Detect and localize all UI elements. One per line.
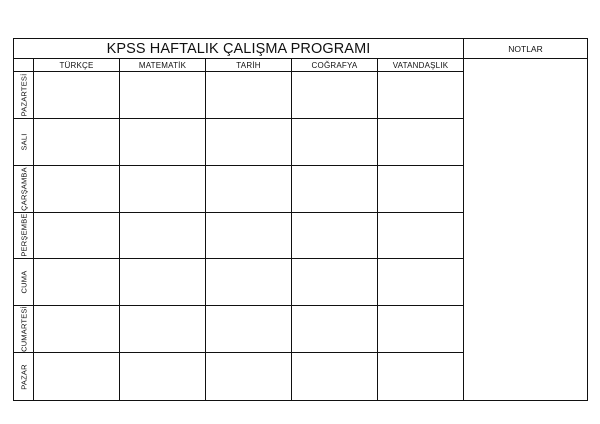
schedule-cell[interactable] — [378, 72, 464, 119]
schedule-cell[interactable] — [120, 72, 206, 119]
subject-header-turkce: TÜRKÇE — [34, 59, 120, 72]
subject-header-cografya: COĞRAFYA — [292, 59, 378, 72]
schedule-cell[interactable] — [378, 259, 464, 306]
day-text: ÇARŞAMBA — [19, 166, 28, 211]
day-label-sali — [14, 119, 34, 166]
day-text: CUMARTESİ — [19, 306, 28, 353]
schedule-cell[interactable] — [34, 353, 120, 400]
schedule-cell[interactable] — [292, 306, 378, 353]
schedule-cell[interactable] — [34, 119, 120, 166]
subject-header-vatandaslik: VATANDAŞLIK — [378, 59, 464, 72]
schedule-cell[interactable] — [206, 306, 292, 353]
subject-header-matematik: MATEMATİK — [120, 59, 206, 72]
schedule-cell[interactable] — [120, 119, 206, 166]
schedule-cell[interactable] — [378, 306, 464, 353]
schedule-cell[interactable] — [34, 72, 120, 119]
day-text: CUMA — [19, 270, 28, 294]
page-title: KPSS HAFTALIK ÇALIŞMA PROGRAMI — [14, 39, 464, 59]
schedule-cell[interactable] — [206, 353, 292, 400]
schedule-cell[interactable] — [292, 119, 378, 166]
schedule-cell[interactable] — [206, 213, 292, 260]
schedule-cell[interactable] — [120, 353, 206, 400]
schedule-cell[interactable] — [34, 306, 120, 353]
schedule-cell[interactable] — [206, 119, 292, 166]
schedule-cell[interactable] — [120, 166, 206, 213]
notes-header: NOTLAR — [464, 39, 587, 59]
schedule-cell[interactable] — [378, 213, 464, 260]
schedule-cell[interactable] — [292, 259, 378, 306]
schedule-cell[interactable] — [206, 166, 292, 213]
schedule-cell[interactable] — [120, 213, 206, 260]
day-text: PAZAR — [19, 363, 28, 390]
schedule-cell[interactable] — [378, 166, 464, 213]
schedule-cell[interactable] — [292, 72, 378, 119]
day-label-pazar — [14, 353, 34, 400]
day-label-cumartesi — [14, 306, 34, 353]
corner-cell — [14, 59, 34, 72]
schedule-cell[interactable] — [292, 166, 378, 213]
schedule-cell[interactable] — [206, 72, 292, 119]
schedule-cell[interactable] — [34, 213, 120, 260]
weekly-study-table — [13, 38, 588, 401]
schedule-cell[interactable] — [292, 353, 378, 400]
schedule-cell[interactable] — [206, 259, 292, 306]
day-text: PAZARTESİ — [19, 73, 28, 117]
day-label-carsamba — [14, 166, 34, 213]
day-text: PERŞEMBE — [19, 213, 28, 258]
schedule-cell[interactable] — [120, 259, 206, 306]
day-text: SALI — [19, 133, 28, 151]
schedule-cell[interactable] — [34, 166, 120, 213]
schedule-cell[interactable] — [378, 119, 464, 166]
schedule-cell[interactable] — [120, 306, 206, 353]
notes-area[interactable] — [464, 59, 587, 400]
day-label-persembe — [14, 213, 34, 260]
day-label-cuma — [14, 259, 34, 306]
schedule-cell[interactable] — [34, 259, 120, 306]
day-label-pazartesi — [14, 72, 34, 119]
schedule-cell[interactable] — [292, 213, 378, 260]
subject-header-tarih: TARİH — [206, 59, 292, 72]
schedule-cell[interactable] — [378, 353, 464, 400]
